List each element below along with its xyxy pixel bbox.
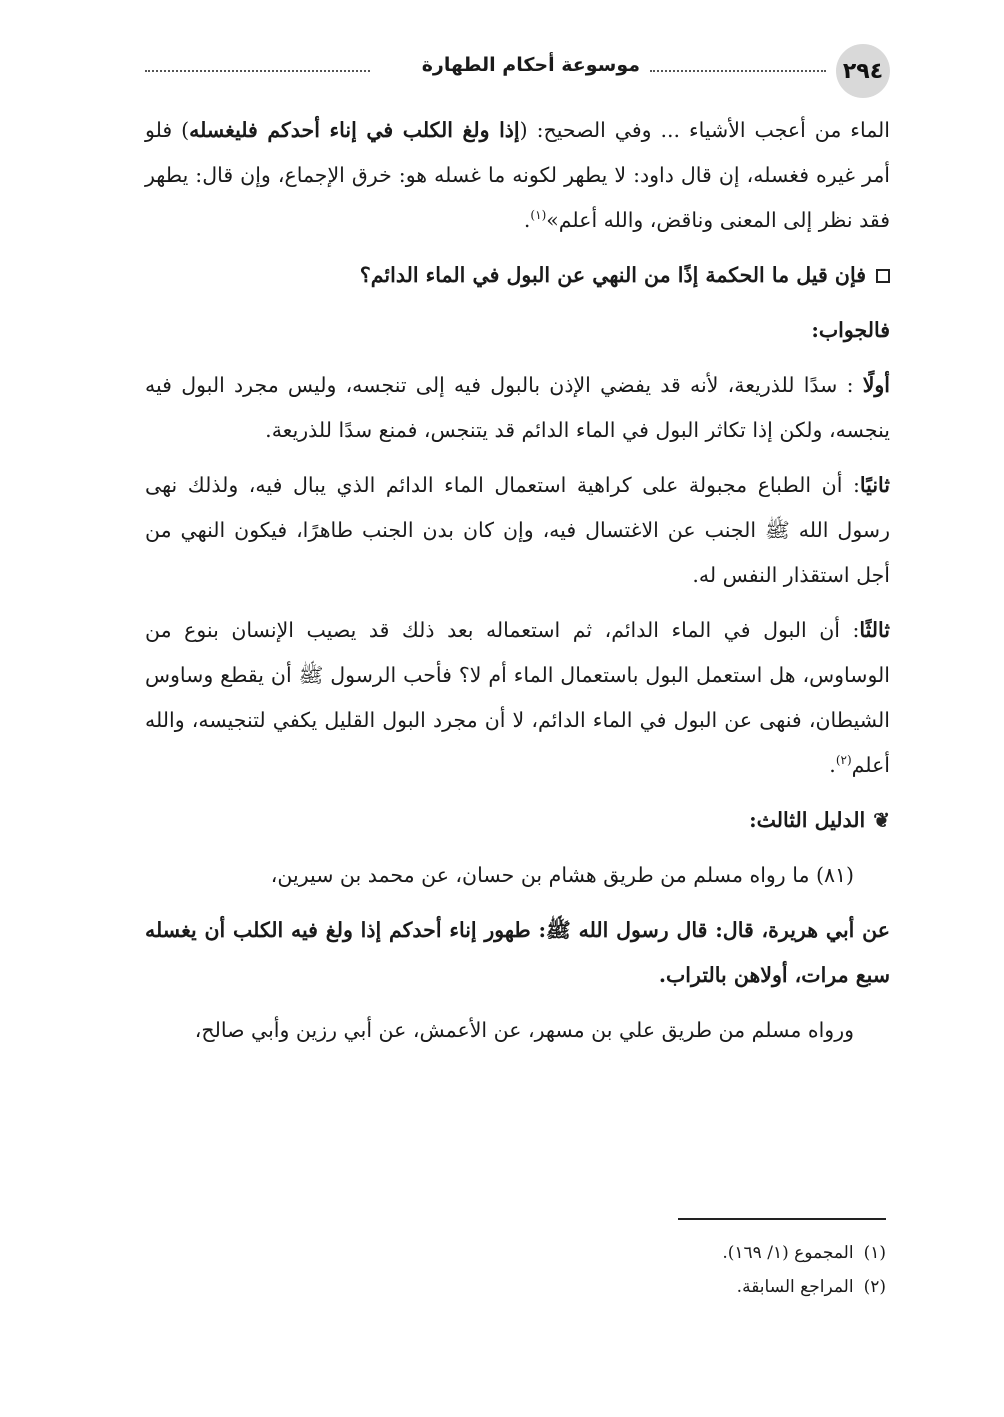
p1-text-c: ) فلو أمر غيره فغسله، إن قال داود: لا يطهر لكونه ما غسله هو: خرق الإجماع، وإن قال: يطهر فقد نظر إلى المعنى وناقض، والله أعلم» xyxy=(145,118,890,232)
third-text: : أن البول في الماء الدائم، ثم استعماله بعد ذلك قد يصيب الإنسان بنوع من الوساوس، هل استعمل البول باستعمال الماء أم لا؟ فأحب الرسول ﷺ أن يقطع وساوس الشيطان، فنهى عن البول في الماء الدائم، لا أن مجرد البول القليل يكفي لتنجيسه، والله أعلم xyxy=(145,618,890,777)
footnotes xyxy=(386,1236,886,1304)
hadith-intro: (٨١) ما رواه مسلم من طريق هشام بن حسان، عن محمد بن سيرين، xyxy=(270,863,854,887)
second-text: : أن الطباع مجبولة على كراهية استعمال الماء الدائم الذي يبال فيه، ولذلك نهى رسول الله ﷺ الجنب عن الاغتسال فيه، وإن كان بدن الجنب طاهرًا، فيكون النهي من أجل استقذار النفس له. xyxy=(145,473,890,587)
p1-end: . xyxy=(523,208,531,232)
book-title: موسوعة أحكام الطهارة xyxy=(421,54,640,76)
paragraph-second xyxy=(145,463,890,598)
footnote-item xyxy=(386,1236,886,1270)
main-text xyxy=(145,108,890,1053)
square-bullet-icon xyxy=(876,269,890,283)
footnote-ref-1[interactable]: (١) xyxy=(530,208,547,223)
first-text: : سدًا للذريعة، لأنه قد يفضي الإذن بالبول فيه إلى تنجسه، وليس مجرد البول فيه ينجسه، ولكن إذا تكاثر البول في الماء الدائم قد يتنجس، فمنع سدًا للذريعة. xyxy=(145,373,890,442)
header-dotted-rule-left xyxy=(145,70,370,72)
answer-label: فالجواب: xyxy=(811,318,890,342)
footnote-item xyxy=(386,1270,886,1304)
hadith-text: عن أبي هريرة، قال: قال رسول الله ﷺ: طهور إناء أحدكم إذا ولغ فيه الكلب أن يغسله سبع مرات، أولاهن بالتراب. xyxy=(145,918,890,987)
paragraph-first xyxy=(145,363,890,453)
footnote-number: (١) xyxy=(863,1243,886,1263)
hadith-other-chain: ورواه مسلم من طريق علي بن مسهر، عن الأعمش، عن أبي رزين وأبي صالح، xyxy=(194,1018,854,1042)
question-line xyxy=(145,253,890,298)
footnote-text: المراجع السابقة. xyxy=(736,1277,854,1297)
first-label: أولًا xyxy=(862,373,890,397)
paragraph-quote xyxy=(145,108,890,243)
third-end: . xyxy=(829,753,836,777)
section-title-text: الدليل الثالث: xyxy=(749,808,866,832)
footnote-ref-2[interactable]: (٢) xyxy=(835,753,852,768)
footnote-divider xyxy=(678,1218,886,1220)
paragraph-third xyxy=(145,608,890,788)
p1-text-a: الماء من أعجب الأشياء ... وفي الصحيح: ( xyxy=(519,118,890,142)
p1-hadith-bold: إذا ولغ الكلب في إناء أحدكم فليغسله xyxy=(189,118,520,142)
question-text: فإن قيل ما الحكمة إذًا من النهي عن البول في الماء الدائم؟ xyxy=(359,263,866,287)
section-heading xyxy=(145,798,890,843)
header-dotted-rule-right xyxy=(650,70,826,72)
second-label: ثانيًا xyxy=(859,473,890,497)
third-label: ثالثًا xyxy=(859,618,890,642)
footnote-text: المجموع (١/ ١٦٩). xyxy=(722,1243,854,1263)
page-number: ٢٩٤ xyxy=(836,44,890,98)
footnote-number: (٢) xyxy=(863,1277,886,1297)
leaf-ornament-icon: ❦ xyxy=(873,808,890,832)
page-header xyxy=(145,44,890,100)
